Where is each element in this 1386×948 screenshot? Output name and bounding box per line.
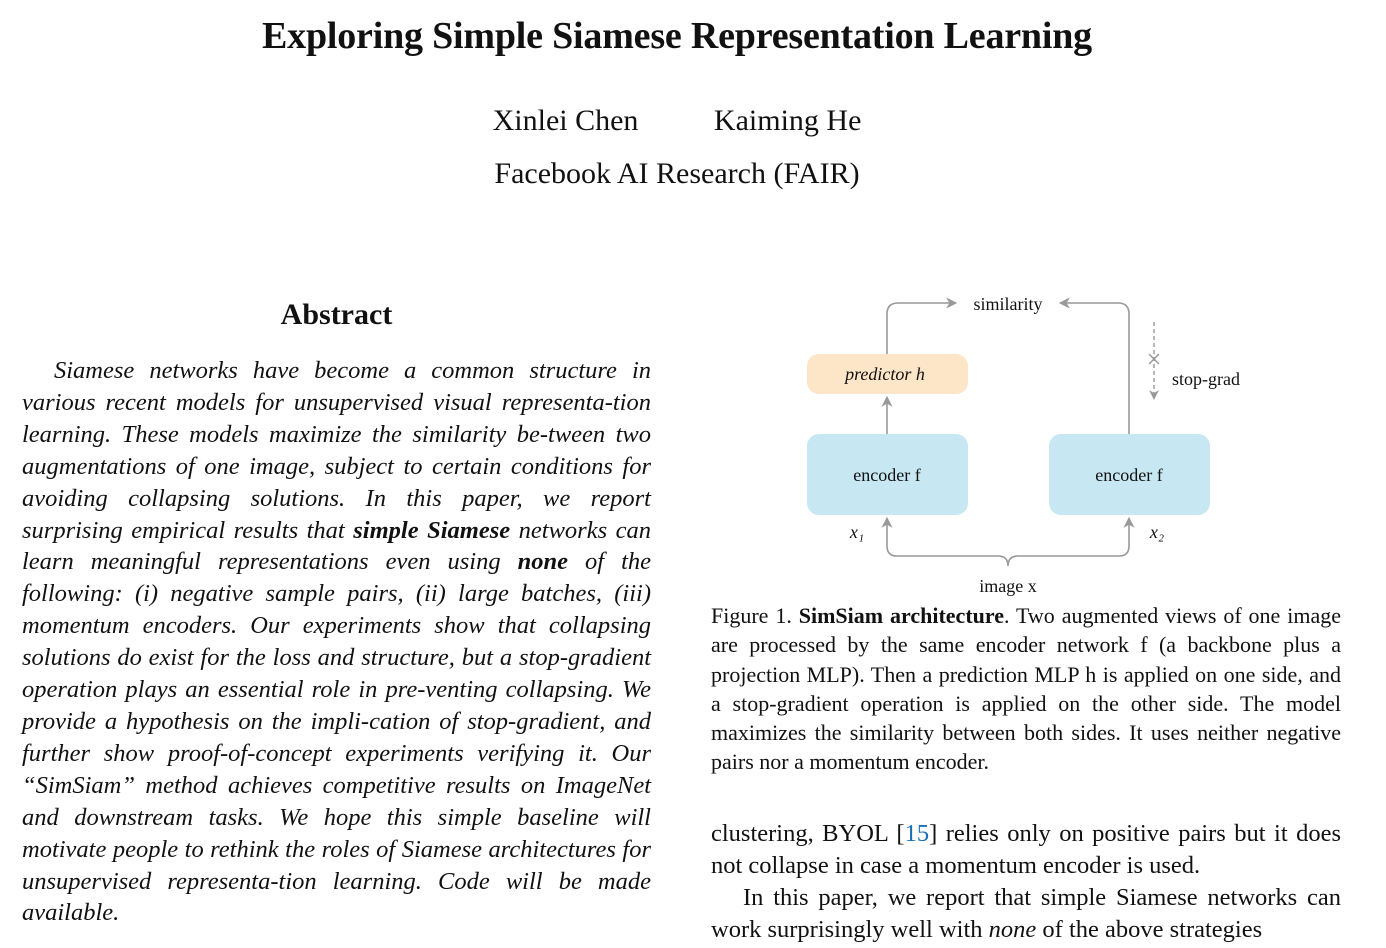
x2-label: x₂ — [1149, 522, 1165, 542]
caption-bold: SimSiam architecture — [798, 603, 1005, 628]
stop-grad-label: stop-grad — [1172, 369, 1240, 389]
x1-label: x₁ — [849, 522, 865, 542]
image-label: image x — [979, 576, 1037, 596]
body-paragraph — [711, 818, 1341, 882]
author-name: Kaiming He — [713, 104, 862, 137]
author-list — [0, 104, 1354, 138]
figure-caption — [711, 601, 1341, 777]
body-text-part: clustering, BYOL [ — [711, 820, 905, 847]
caption-prefix: Figure 1. — [711, 603, 799, 628]
abstract-bold-text: simple Siamese — [353, 516, 511, 544]
predictor-to-similarity-arrow — [887, 303, 955, 354]
affiliation: Facebook AI Research (FAIR) — [494, 157, 860, 190]
body-text-part: of the above strategies — [1036, 916, 1263, 943]
encoder-right-label: encoder f — [1095, 465, 1163, 485]
body-emphasis: none — [988, 916, 1037, 943]
similarity-label: similarity — [973, 294, 1043, 314]
abstract-text-part: Siamese networks have become a common structure in various recent models for unsupervised visual representa-tion learning. These models maximize the similarity be-tween two augmentations of one image, subject to certain conditions for avoiding collapsing solutions. In this paper, we report surprising empirical results that — [22, 357, 651, 544]
caption-text: . Two augmented views of one image are processed by the same encoder network f (a backbone plus a projection MLP). Then a prediction MLP h is applied on one side, and a stop-gradient operation is applied on the other side. The model maximizes the similarity between both sides. It uses neither negative pairs nor a momentum encoder. — [711, 603, 1341, 775]
abstract-text-part: of the following: (i) negative sample pairs, (ii) large batches, (iii) momentum encoders. Our experiments show that collapsing solutions do exist for the loss and structure, but a stop-gradient operation plays an essential role in pre-venting collapsing. We provide a hypothesis on the impli-cation of stop-gradient, and further show proof-of-concept experiments verifying it. Our “SimSiam” method achieves competitive results on ImageNet and downstream tasks. We hope this simple baseline will motivate people to rethink the roles of Siamese architectures for unsupervised representa-tion learning. Code will be made available. — [22, 548, 651, 927]
author-name: Xinlei Chen — [492, 104, 639, 137]
paper-title: Exploring Simple Siamese Representation Learning — [262, 15, 1092, 57]
body-paragraph — [711, 882, 1341, 946]
abstract-heading: Abstract — [280, 298, 393, 331]
predictor-label: predictor h — [845, 364, 925, 384]
abstract-bold-text: none — [517, 548, 568, 576]
abstract-text — [22, 355, 651, 929]
simsiam-architecture-diagram — [780, 285, 1260, 605]
image-brace — [887, 546, 1129, 566]
body-text-part: In this paper, we report that simple Siamese networks can work surprisingly well with — [711, 884, 1341, 943]
stop-cross-icon — [1149, 354, 1159, 364]
body-text — [711, 818, 1341, 946]
body-text-part: ] relies only on positive pairs but it does not collapse in case a momentum encoder is used. — [711, 820, 1341, 879]
citation-link[interactable]: 15 — [904, 820, 930, 847]
abstract-text-part: networks can learn meaningful representations even using — [22, 516, 651, 576]
encoder-to-similarity-arrow — [1061, 303, 1129, 434]
encoder-left-label: encoder f — [853, 465, 921, 485]
